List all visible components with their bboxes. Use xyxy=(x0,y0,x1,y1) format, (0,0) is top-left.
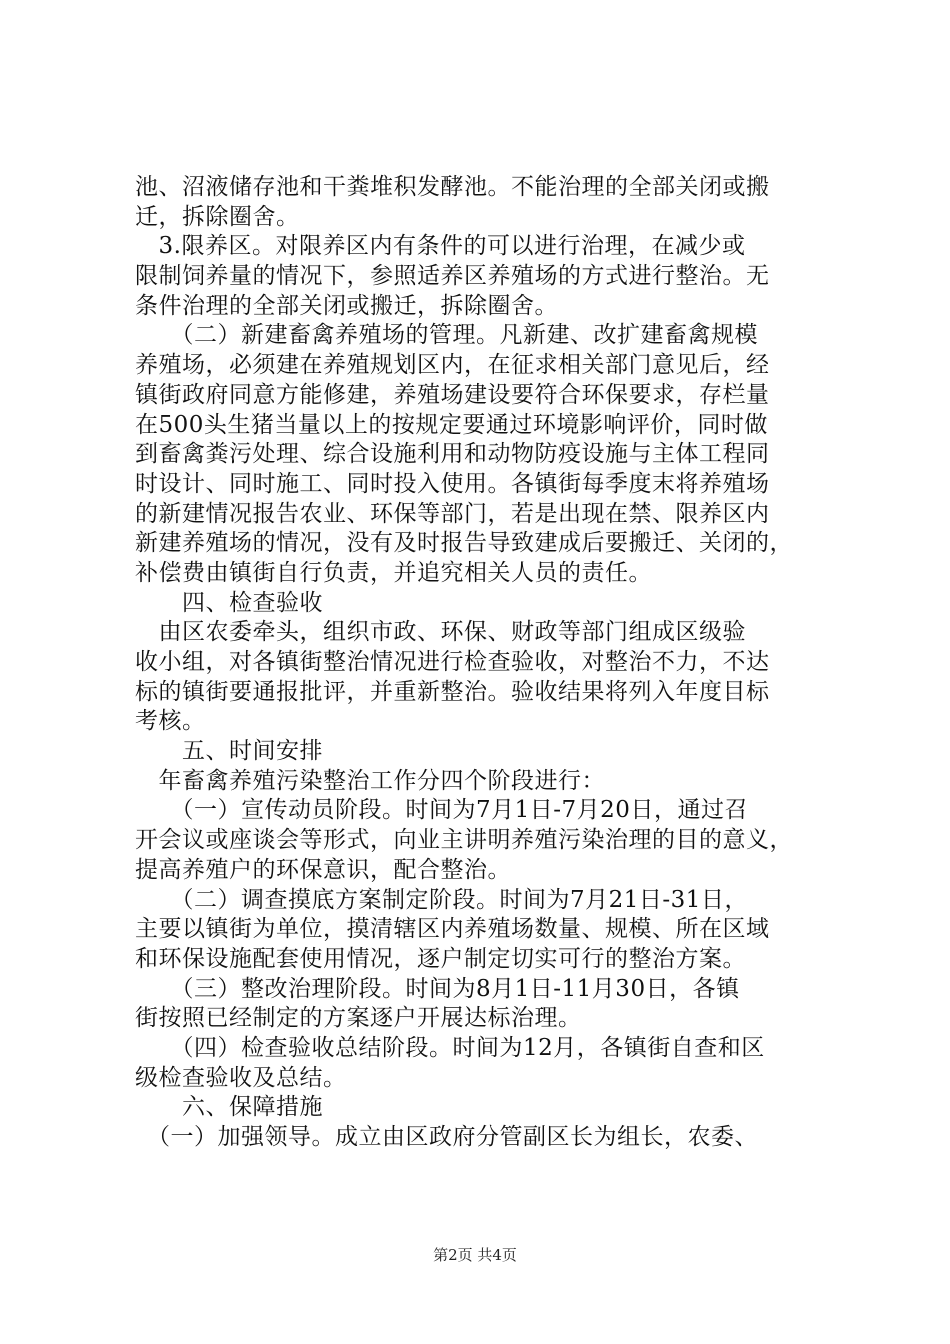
section-heading: 六、保障措施 xyxy=(135,1094,323,1121)
text-line: （一）宣传动员阶段。时间为7月1日-7月20日，通过召 xyxy=(135,797,748,824)
text-line: 新建养殖场的情况，没有及时报告导致建成后要搬迁、关闭的， xyxy=(135,530,793,557)
text-line: 年畜禽养殖污染整治工作分四个阶段进行： xyxy=(135,767,605,794)
text-line: （二）新建畜禽养殖场的管理。凡新建、改扩建畜禽规模 xyxy=(135,322,758,349)
text-line: 街按照已经制定的方案逐户开展达标治理。 xyxy=(135,1005,582,1032)
text-line: （三）整改治理阶段。时间为8月1日-11月30日，各镇 xyxy=(135,975,740,1002)
text-line: （四）检查验收总结阶段。时间为12月，各镇街自查和区 xyxy=(135,1034,765,1061)
text-line: 3.限养区。对限养区内有条件的可以进行治理，在减少或 xyxy=(135,233,746,260)
section-heading: 四、检查验收 xyxy=(135,589,323,616)
text-line: 由区农委牵头，组织市政、环保、财政等部门组成区级验 xyxy=(135,619,746,646)
text-line: 养殖场，必须建在养殖规划区内，在征求相关部门意见后，经 xyxy=(135,352,770,379)
text-line: 的新建情况报告农业、环保等部门，若是出现在禁、限养区内 xyxy=(135,500,770,527)
section-heading: 五、时间安排 xyxy=(135,738,323,765)
text-line: 主要以镇街为单位，摸清辖区内养殖场数量、规模、所在区域 xyxy=(135,916,770,943)
text-line: 到畜禽粪污处理、综合设施利用和动物防疫设施与主体工程同 xyxy=(135,441,770,468)
text-line: 池、沼液储存池和干粪堆积发酵池。不能治理的全部关闭或搬 xyxy=(135,174,770,200)
text-line: 开会议或座谈会等形式，向业主讲明养殖污染治理的目的意义， xyxy=(135,827,793,854)
page-footer: 第2页 共4页 xyxy=(433,1246,517,1264)
text-line: 条件治理的全部关闭或搬迁，拆除圈舍。 xyxy=(135,292,558,319)
text-line: 时设计、同时施工、同时投入使用。各镇街每季度末将养殖场 xyxy=(135,470,770,497)
text-line: 迁，拆除圈舍。 xyxy=(135,203,300,230)
text-line: 和环保设施配套使用情况，逐户制定切实可行的整治方案。 xyxy=(135,945,746,972)
body-text xyxy=(135,173,845,1153)
text-line: 限制饲养量的情况下，参照适养区养殖场的方式进行整治。无 xyxy=(135,263,770,290)
text-line: 收小组，对各镇街整治情况进行检查验收，对整治不力，不达 xyxy=(135,649,770,675)
text-line: （一）加强领导。成立由区政府分管副区长为组长，农委、 xyxy=(135,1124,758,1150)
text-line: 镇街政府同意方能修建，养殖场建设要符合环保要求，存栏量 xyxy=(135,381,770,408)
text-line: 补偿费由镇街自行负责，并追究相关人员的责任。 xyxy=(135,559,652,586)
text-line: 标的镇街要通报批评，并重新整治。验收结果将列入年度目标 xyxy=(135,678,770,705)
text-line: 提高养殖户的环保意识，配合整治。 xyxy=(135,856,511,883)
text-line: 在500头生猪当量以上的按规定要通过环境影响评价，同时做 xyxy=(135,411,768,438)
text-line: 级检查验收及总结。 xyxy=(135,1064,347,1091)
text-line: 考核。 xyxy=(135,708,206,735)
text-line: （二）调查摸底方案制定阶段。时间为7月21日-31日， xyxy=(135,886,748,913)
